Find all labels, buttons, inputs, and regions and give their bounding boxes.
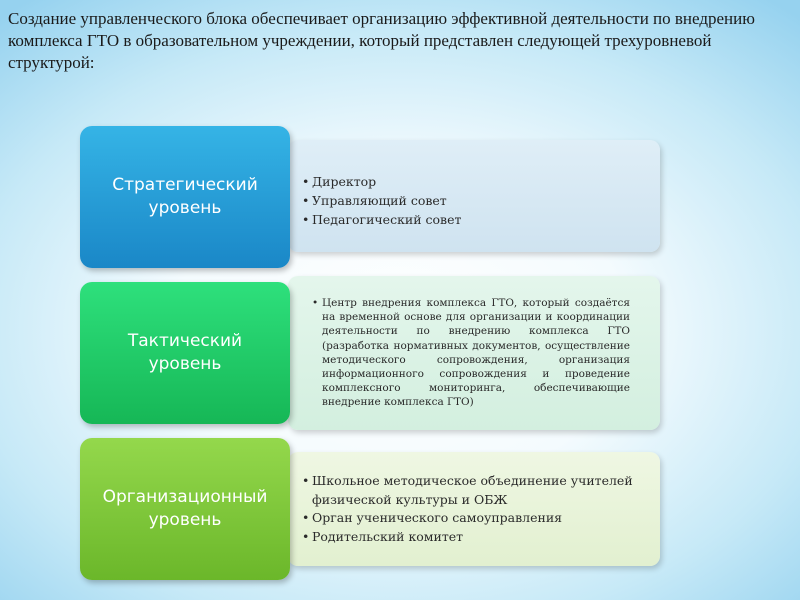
strategic-level-list (312, 172, 642, 229)
list-item: • Директор (312, 172, 642, 191)
list-item: • Управляющий совет (312, 191, 642, 210)
organizational-level-card (288, 452, 660, 566)
list-item: • Педагогический совет (312, 210, 642, 229)
organizational-level-list (312, 472, 648, 546)
strategic-level-label (80, 126, 290, 268)
intro-paragraph: Создание управленческого блока обеспечивает организацию эффективной деятельности по внедрению комплекса ГТО в образовательном учреждении, который представлен следующей трехуровневой структурой: (8, 9, 755, 72)
strategic-level-title: Стратегический уровень (112, 175, 258, 218)
list-item: • Школьное методическое объединение учителей физической культуры и ОБЖ (312, 472, 648, 509)
organizational-level-title: Организационный уровень (102, 487, 268, 530)
tactical-level-title: Тактический уровень (127, 331, 243, 374)
strategic-level-card (288, 140, 660, 252)
organizational-level-label (80, 438, 290, 580)
list-item: • Центр внедрения комплекса ГТО, который создаётся на временной основе для организации и координации деятельности по внедрению комплекса ГТО (разработка нормативных документов, осуществление методического сопровождения, организация информационного сопровождения и проведение комплексного мониторинга, обеспечивающие внедрение комплекса ГТО) (322, 296, 630, 410)
list-item: • Орган ученического самоуправления (312, 509, 648, 528)
tactical-level-label (80, 282, 290, 424)
tactical-level-list (322, 296, 630, 410)
list-item: • Родительский комитет (312, 528, 648, 547)
tactical-level-card (288, 276, 660, 430)
